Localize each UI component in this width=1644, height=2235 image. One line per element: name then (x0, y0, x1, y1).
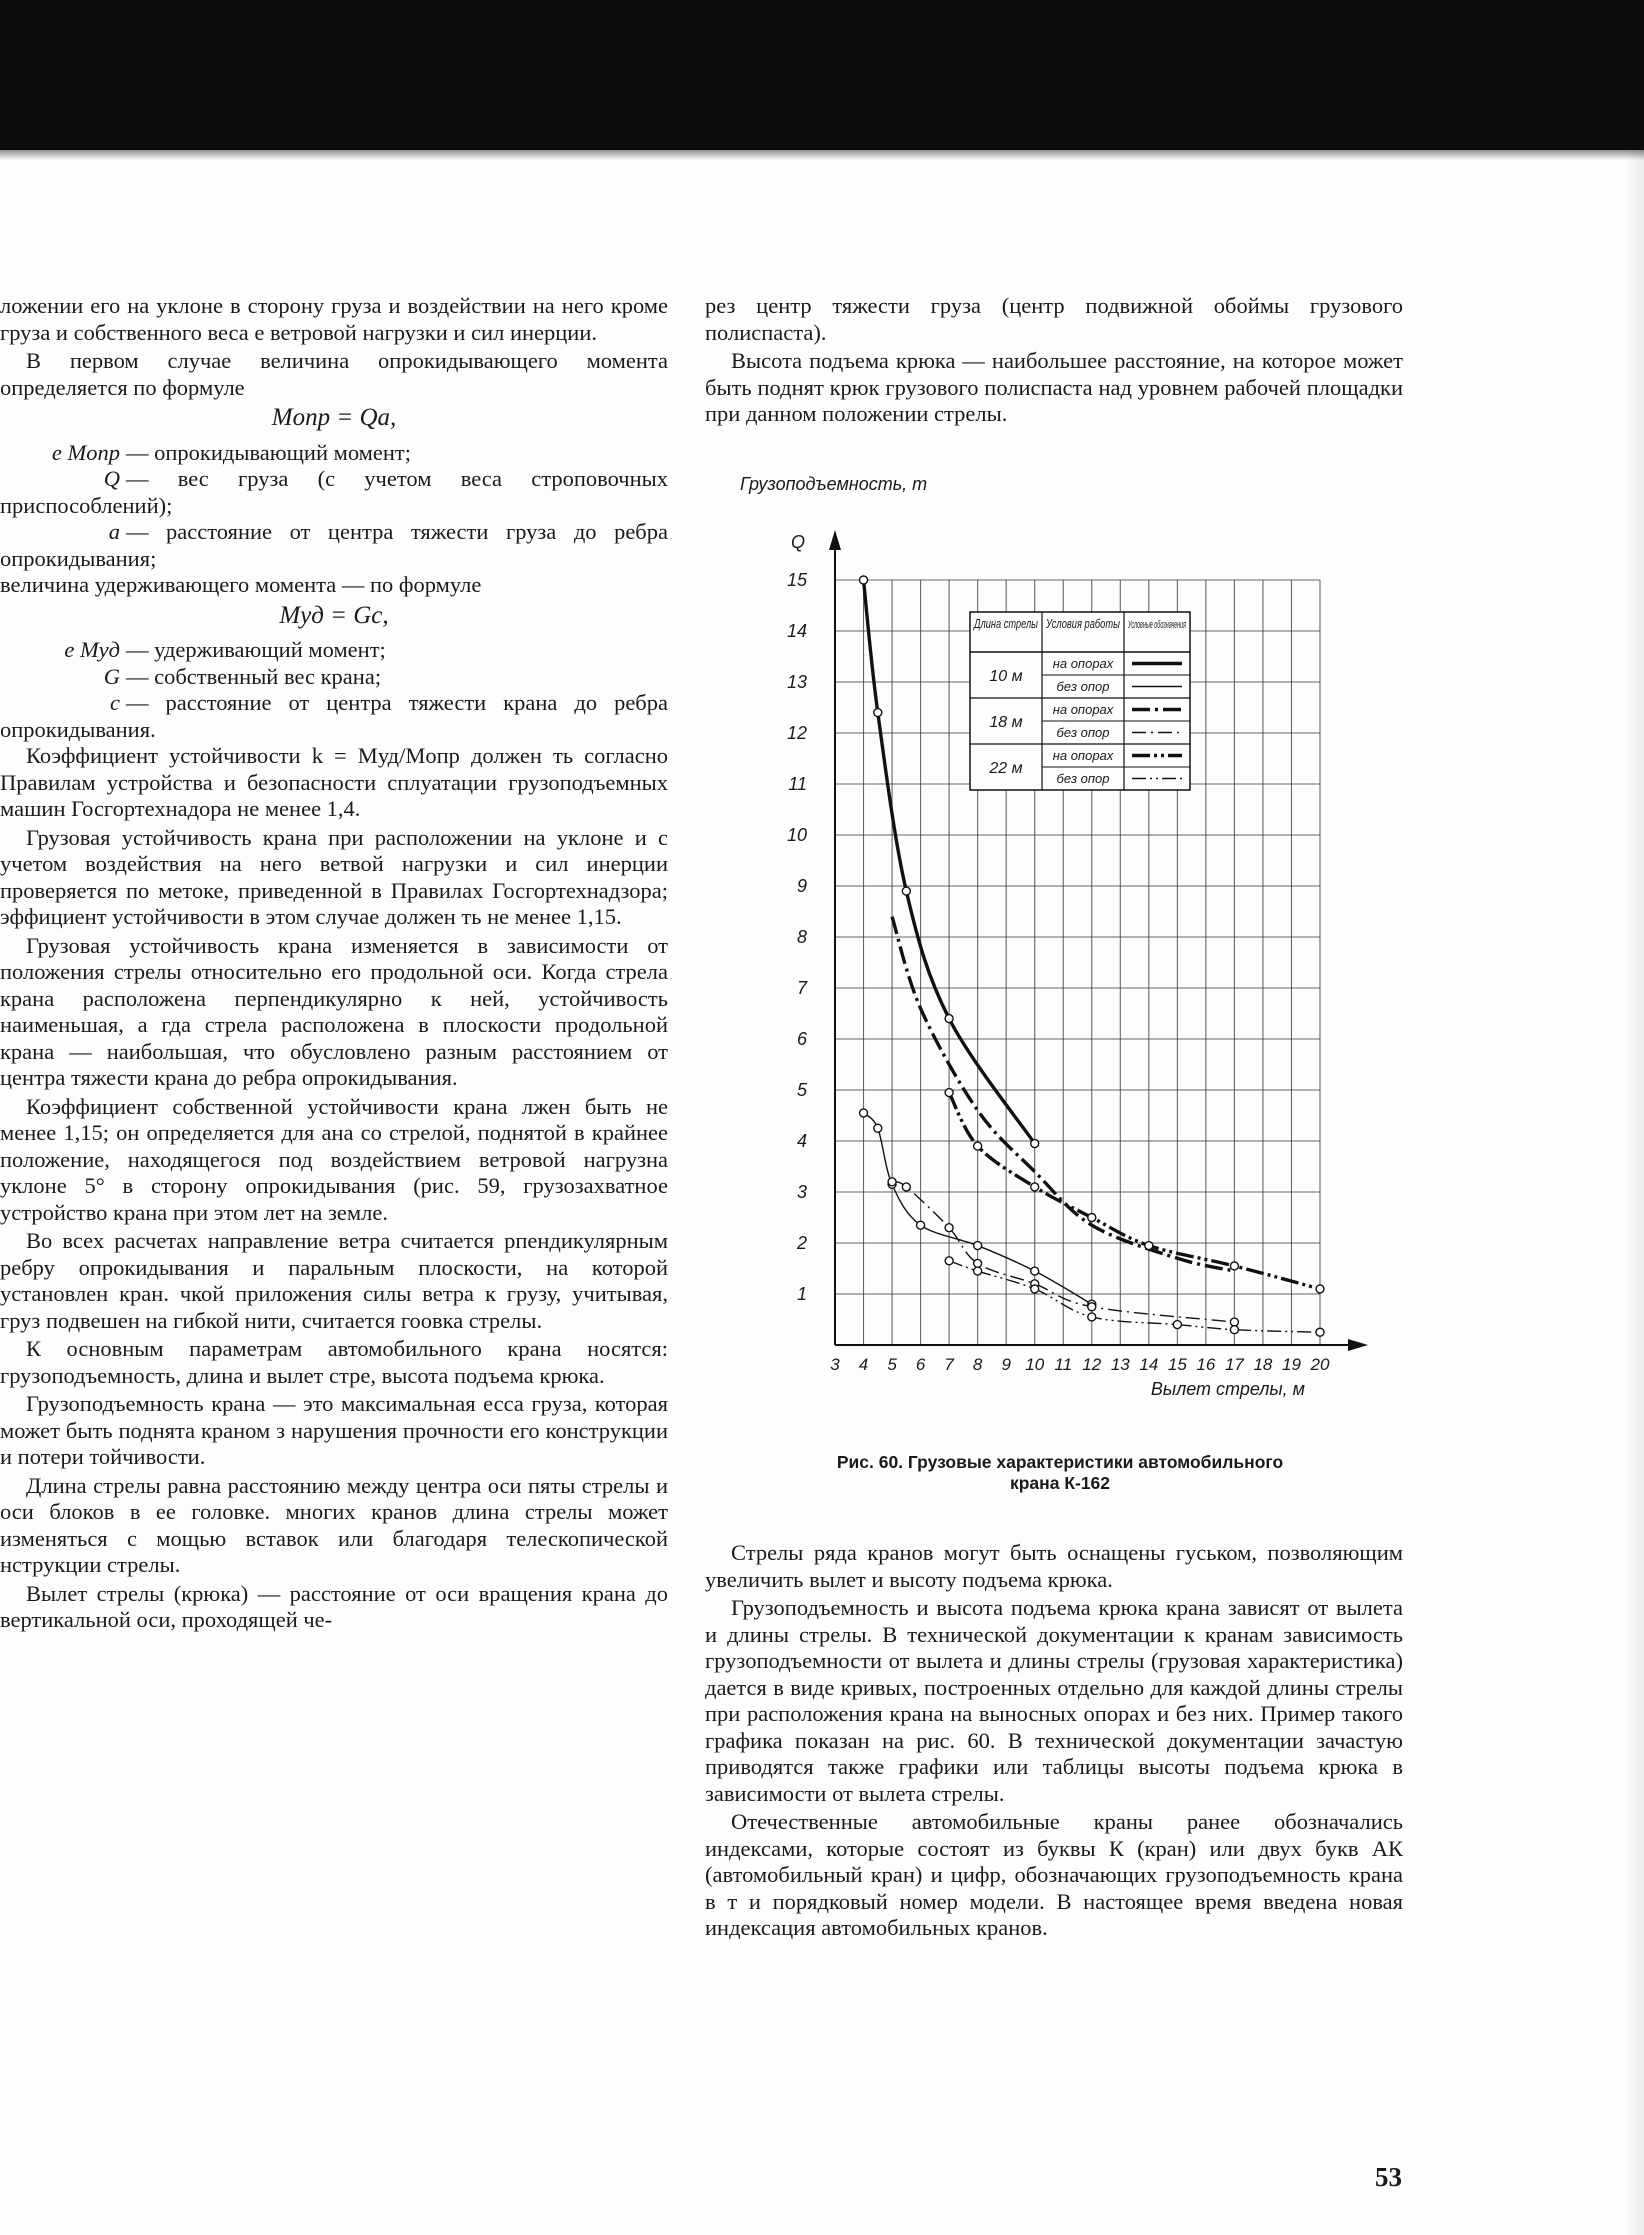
figure-caption-line-1: Рис. 60. Грузовые характеристики автомобильного (836, 1452, 1284, 1472)
legend-condition: без опор (1056, 679, 1110, 694)
x-axis-arrow (1348, 1339, 1368, 1351)
left-text-column (0, 293, 668, 1636)
definition-line (0, 466, 668, 519)
x-tick-label: 7 (944, 1355, 954, 1374)
paragraph: Грузоподъемность и высота подъема крюка крана зависят от вылета и длины стрелы. В технической документации к кранам зависимость грузоподъемности от вылета и длины стрелы (грузовая характеристика) дается в виде кривых, построенных отдельно для каждой длины стрелы при расположения крана на выносных опорах и без них. Пример такого графика показан на рис. 60. В технической документации зачастую приводятся также графики или таблицы высоты подъема крюка в зависимости от вылета стрелы. (705, 1595, 1403, 1806)
paragraph: Коэффициент собственной устойчивости крана лжен быть не менее 1,15; он определяется для ана со стрелой, поднятой в крайнее положение, находящегося под воздействием ветровой нагрузна уклоне 5° в сторону опрокидывания (рис. 59, грузозахватное устройство крана при этом лет на земле. (0, 1093, 668, 1225)
data-point (1173, 1321, 1181, 1329)
legend-condition: на опорах (1052, 702, 1114, 717)
y-tick-label: 4 (796, 1131, 807, 1151)
legend-header: Условные обозначения (1127, 619, 1187, 631)
y-tick-label: 10 (786, 825, 807, 845)
x-tick-label: 19 (1282, 1355, 1301, 1374)
definition-line (0, 637, 668, 664)
y-tick-label: 7 (796, 978, 807, 998)
series-line-dashdotdot-thin (949, 1261, 1320, 1332)
definition-text: — опрокидывающий момент; (126, 439, 412, 465)
data-point (917, 1221, 925, 1229)
y-tick-label: 1 (796, 1284, 807, 1304)
page-number: 53 (1375, 2162, 1402, 2192)
definition-text: — расстояние от центра тяжести груза до ребра опрокидывания; (0, 519, 668, 571)
definition-line (0, 440, 668, 467)
data-point (1316, 1328, 1324, 1336)
paragraph: Грузоподъемность крана — это максимальная есса груза, которая может быть поднята краном з нарушения прочности его конструкции и потери тойчивости. (0, 1391, 668, 1469)
data-point (974, 1259, 982, 1267)
scan-shadow-right (1624, 150, 1644, 2235)
data-point (860, 576, 868, 584)
data-point (945, 1015, 953, 1023)
y-tick-label: 15 (786, 570, 807, 590)
x-tick-label: 20 (1310, 1355, 1330, 1374)
right-text-column-top (705, 293, 1403, 430)
definition-term: a (108, 519, 120, 544)
data-point (888, 1178, 896, 1186)
definition-text: — собственный вес крана; (126, 663, 382, 689)
formula: Mопр = Qa, (271, 404, 397, 431)
definition-text: — расстояние от центра тяжести крана до ребра опрокидывания. (0, 690, 668, 742)
data-point (1230, 1318, 1238, 1326)
data-point (1088, 1303, 1096, 1311)
figure-caption (740, 1452, 1380, 1494)
data-point (874, 709, 882, 717)
scan-shadow-top (0, 0, 1644, 150)
paragraph: Грузовая устойчивость крана изменяется в зависимости от положения стрелы относительно его продольной оси. Когда стрела крана расположена перпендикулярно к ней, устойчивость наименьшая, а гда стрела расположена в плоскости продольной крана — наибольшая, что обусловлено разным расстоянием от центра тяжести крана до ребра опрокидывания. (0, 932, 668, 1090)
legend-header: Длина стрелы (972, 616, 1039, 631)
legend-condition: без опор (1056, 771, 1110, 786)
data-point (874, 1124, 882, 1132)
x-tick-label: 5 (887, 1355, 897, 1374)
y-tick-label: 12 (786, 723, 807, 743)
definition-term: е Mопр (51, 439, 120, 465)
y-tick-label: 6 (796, 1029, 807, 1049)
series-line-dashdotdot-thick (949, 1093, 1320, 1289)
data-point (1230, 1326, 1238, 1334)
x-tick-label: 14 (1139, 1355, 1159, 1374)
x-tick-label: 10 (1025, 1355, 1045, 1374)
legend-boom-length: 18 м (989, 714, 1023, 731)
paragraph: Во всех расчетах направление ветра считается рпендикулярным ребру опрокидывания и паральным плоскости, на которой установлен кран. чкой приложения силы ветра к грузу, учитывая, груз подвешен на гибкой нити, считается гоовка стрелы. (0, 1228, 668, 1333)
right-text-column-bottom (705, 1540, 1403, 1944)
formula: Mуд = Gc, (279, 601, 389, 629)
legend-condition: без опор (1056, 725, 1110, 740)
scan-shadow-top-edge (0, 138, 1644, 160)
definition-term: G (103, 663, 120, 689)
paragraph: Вылет стрелы (крюка) — расстояние от оси вращения крана до вертикальной оси, проходящей че- (0, 1580, 668, 1632)
data-point (1230, 1262, 1238, 1270)
legend-condition: на опорах (1052, 748, 1114, 763)
definition-term: е Mуд (64, 637, 120, 662)
paragraph: величина удерживающего момента — по формуле (0, 572, 482, 597)
y-tick-label: 9 (796, 876, 807, 896)
x-tick-label: 12 (1082, 1355, 1102, 1374)
y-tick-label: 3 (796, 1182, 807, 1202)
data-point (945, 1089, 953, 1097)
data-point (974, 1142, 982, 1150)
definition-line (0, 519, 668, 572)
x-tick-label: 16 (1196, 1355, 1216, 1374)
data-point (902, 1183, 910, 1191)
paragraph: Отечественные автомобильные краны ранее обозначались индексами, которые состоят из буквы К (кран) или двух букв АК (автомобильный кран) и цифр, обозначающих грузоподъемность крана в т и порядковый номер модели. В настоящее время введена новая индексация автомобильных кранов. (705, 1809, 1403, 1940)
x-tick-label: 6 (915, 1355, 926, 1374)
y-axis-title: Грузоподъемность, т (740, 474, 928, 494)
y-tick-label: 8 (796, 927, 807, 947)
paragraph: Грузовая устойчивость крана при расположении на уклоне и с учетом воздействия на него ветвой нагрузки и сил инерции проверяется по метоке, приведенной в Правилах Госгортехнадзора; эффициент устойчивости в этом случае должен ть не менее 1,15. (0, 824, 668, 929)
data-point (902, 887, 910, 895)
y-tick-label: 5 (796, 1080, 807, 1100)
load-chart (740, 470, 1380, 1430)
x-axis-title: Вылет стрелы, м (1150, 1379, 1305, 1399)
definition-line (0, 690, 668, 743)
legend-condition: на опорах (1052, 656, 1114, 671)
y-tick-label: 11 (788, 774, 807, 794)
paragraph: В первом случае величина опрокидывающего момента определяется по формуле (0, 348, 668, 400)
data-point (1031, 1267, 1039, 1275)
x-tick-label: 8 (972, 1355, 983, 1374)
x-tick-label: 4 (858, 1355, 869, 1374)
data-point (1031, 1140, 1039, 1148)
legend-boom-length: 10 м (989, 668, 1023, 685)
x-tick-label: 18 (1253, 1355, 1273, 1374)
x-tick-label: 17 (1224, 1355, 1244, 1374)
data-point (1145, 1242, 1153, 1250)
y-axis-symbol: Q (790, 532, 805, 552)
data-point (1031, 1285, 1039, 1293)
paragraph: Высота подъема крюка — наибольшее расстояние, на которое может быть поднят крюк грузового полиспаста над уровнем рабочей площадки при данном положении стрелы. (705, 348, 1403, 426)
definition-text: — удерживающий момент; (126, 637, 386, 662)
y-axis-arrow (829, 530, 841, 550)
paragraph: Длина стрелы равна расстоянию между центра оси пяты стрелы и оси блоков в ее головке. многих кранов длина стрелы может изменяться с мощью вставок или благодаря телескопической нструкции стрелы. (0, 1472, 668, 1577)
paragraph: Стрелы ряда кранов могут быть оснащены гуськом, позволяющим увеличить вылет и высоту подъема крюка. (705, 1540, 1403, 1592)
data-point (974, 1267, 982, 1275)
paragraph: К основным параметрам автомобильного крана носятся: грузоподъемность, длина и вылет стре, высота подъема крюка. (0, 1336, 668, 1388)
data-point (1316, 1285, 1324, 1293)
legend-header: Условия работы (1045, 616, 1121, 631)
data-point (1088, 1313, 1096, 1321)
x-tick-label: 11 (1054, 1355, 1073, 1374)
legend-boom-length: 22 м (989, 760, 1023, 777)
data-point (1088, 1214, 1096, 1222)
definition-text: — вес груза (с учетом веса строповочных приспособлений); (0, 466, 668, 518)
data-point (945, 1224, 953, 1232)
data-point (1031, 1183, 1039, 1191)
paragraph: Коэффициент устойчивости k = Mуд/Mопр должен ть согласно Правилам устройства и безопасности сплуатации грузоподъемных машин Госгортехнадора не менее 1,4. (0, 743, 668, 821)
definition-term: c (110, 690, 120, 715)
x-tick-label: 15 (1167, 1355, 1187, 1374)
chart-legend (970, 612, 1190, 790)
x-tick-label: 3 (830, 1355, 840, 1374)
definition-line (0, 664, 668, 691)
x-tick-label: 13 (1110, 1355, 1130, 1374)
y-tick-label: 2 (796, 1233, 807, 1253)
paragraph: рез центр тяжести груза (центр подвижной обоймы грузового полиспаста). (705, 293, 1403, 345)
paragraph: ложении его на уклоне в сторону груза и воздействии на него кроме груза и собственного веса е ветровой нагрузки и сил инерции. (0, 293, 668, 345)
data-point (945, 1257, 953, 1265)
y-tick-label: 13 (786, 672, 807, 692)
definition-term: Q (103, 466, 120, 491)
data-point (974, 1242, 982, 1250)
data-point (860, 1109, 868, 1117)
y-tick-label: 14 (786, 621, 807, 641)
x-tick-label: 9 (1001, 1355, 1011, 1374)
figure-caption-line-2: крана К-162 (1009, 1473, 1111, 1493)
